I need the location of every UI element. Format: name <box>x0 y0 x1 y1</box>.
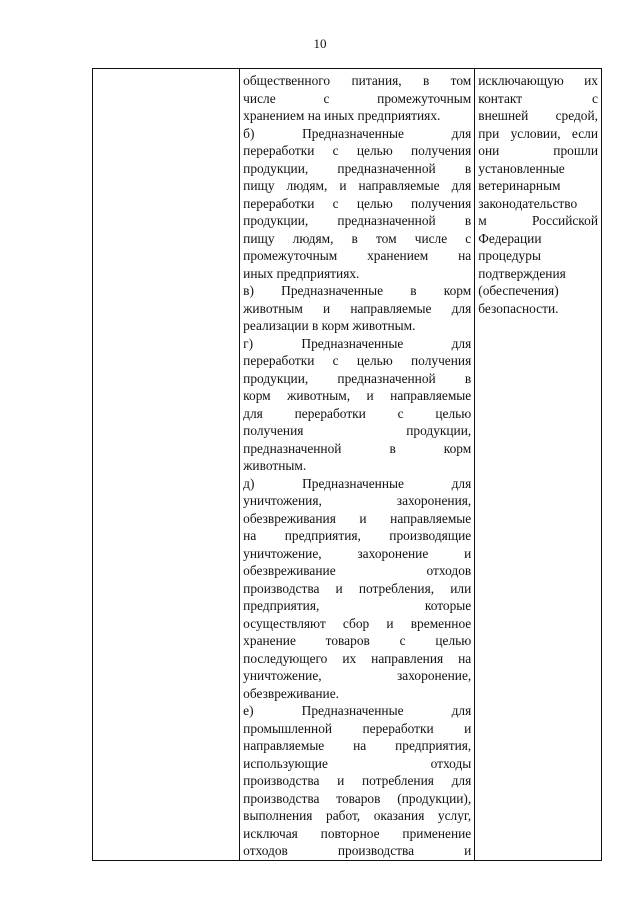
text-line: обезвреживание. <box>243 685 339 701</box>
text-line: продукции, предназначенной в <box>243 370 472 386</box>
text-line: процедуры <box>478 248 541 263</box>
text-line: отходов производства и <box>243 843 472 858</box>
text-line: реализации в корм животным. <box>243 318 416 333</box>
text-line: исключающую их <box>478 73 598 88</box>
text-line: контакт с <box>478 90 598 106</box>
text-line: корм животным, и направляемые <box>243 388 472 403</box>
table-cell-col3 <box>475 69 602 861</box>
text-line: переработки с целью получения <box>243 195 472 211</box>
text-line: подтверждения <box>478 265 566 281</box>
text-line: выполнения работ, оказания услуг, <box>243 808 472 823</box>
text-line: г) Предназначенные для <box>243 335 472 351</box>
cell-col2-text <box>243 69 471 860</box>
text-line: установленные <box>478 160 565 176</box>
text-line: для переработки с целью <box>243 405 472 421</box>
text-line: производства и потребления, или <box>243 580 472 596</box>
text-line: (обеспечения) <box>478 283 559 298</box>
text-line: числе с промежуточным <box>243 90 472 106</box>
text-line: д) Предназначенные для <box>243 475 472 491</box>
text-line: хранение товаров с целью <box>243 633 472 648</box>
table-cell-col1 <box>93 69 240 861</box>
text-line: е) Предназначенные для <box>243 703 472 718</box>
text-line: производства товаров (продукции), <box>243 790 472 806</box>
text-line: промышленной переработки и <box>243 720 472 736</box>
text-line: законодательство <box>478 195 578 211</box>
text-line: пищу людям, в том числе с <box>243 230 472 246</box>
text-line: при условии, если <box>478 125 598 141</box>
text-line: внешней средой, <box>478 108 598 123</box>
document-table <box>92 68 602 861</box>
text-line: производства и потребления для <box>243 773 472 788</box>
text-line: животным. <box>243 458 307 473</box>
text-line: б) Предназначенные для <box>243 125 472 141</box>
text-line: безопасности. <box>478 300 559 316</box>
table-cell-col2 <box>240 69 475 861</box>
text-line: последующего их направления на <box>243 650 472 666</box>
text-line: иных предприятиях. <box>243 265 360 281</box>
text-line: на предприятия, производящие <box>243 528 472 543</box>
text-line: в) Предназначенные в корм <box>243 283 472 298</box>
text-line: продукции, предназначенной в <box>243 160 472 176</box>
text-line: уничтожения, захоронения, <box>243 493 472 508</box>
text-line: исключая повторное применение <box>243 825 472 841</box>
cell-col1-text <box>96 69 236 72</box>
text-line: переработки с целью получения <box>243 143 472 158</box>
text-line: направляемые на предприятия, <box>243 738 472 753</box>
table-row <box>93 69 602 861</box>
text-line: общественного питания, в том <box>243 73 472 88</box>
text-line: хранением на иных предприятиях. <box>243 108 441 123</box>
text-line: использующие отходы <box>243 755 472 771</box>
text-line: промежуточным хранением на <box>243 248 472 263</box>
text-line: уничтожение, захоронение, <box>243 668 472 683</box>
text-line: получения продукции, <box>243 423 472 438</box>
text-line: пищу людям, и направляемые для <box>243 178 472 193</box>
text-line: предназначенной в корм <box>243 440 472 456</box>
text-line: Федерации <box>478 230 542 246</box>
page-number: 10 <box>313 36 327 51</box>
text-line: они прошли <box>478 143 598 158</box>
text-line: обезвреживания и направляемые <box>243 510 472 526</box>
text-line: обезвреживание отходов <box>243 563 472 578</box>
text-line: переработки с целью получения <box>243 353 472 368</box>
text-line: продукции, предназначенной в <box>243 213 472 228</box>
text-line: ветеринарным <box>478 178 561 193</box>
text-line: м Российской <box>478 213 598 228</box>
cell-col3-text <box>478 69 598 317</box>
text-line: уничтожение, захоронение и <box>243 545 472 561</box>
text-line: предприятия, которые <box>243 598 472 613</box>
text-line: животным и направляемые для <box>243 300 472 316</box>
text-line: осуществляют сбор и временное <box>243 615 472 631</box>
